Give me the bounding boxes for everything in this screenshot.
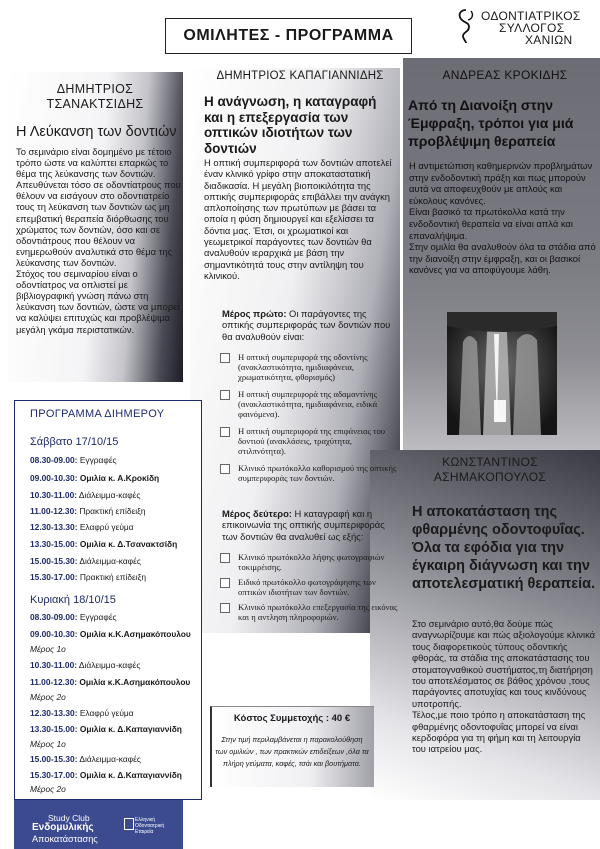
programme-row — [30, 556, 200, 566]
page-title: ΟΜΙΛΗΤΕΣ - ΠΡΟΓΡΑΜΜΑ — [165, 18, 412, 54]
row-time: 09.00-10.30: — [30, 629, 78, 639]
row-text: Διάλειμμα-καφές — [79, 754, 141, 764]
row-text: Ομιλία κ. Δ.Καπαγιαννίδη — [79, 724, 182, 734]
list-item-text: Η οπτική συμπεριφορά της επιφάνειας του δοντιού (ανακλάσεις, τραχύτητα, στιλπνότητα). — [238, 426, 386, 456]
caduceus-icon — [455, 8, 477, 44]
speaker1-name-line1: ΔΗΜΗΤΡΙΟΣ — [56, 82, 134, 96]
speaker2-body: Η οπτική συμπεριφορά των δοντιών αποτελεί έναν κλινικό γρίφο στην αποκαταστατική διαδικασία. Η μεγάλη βιοποικιλότητα της οπτικής συμπεριφοράς επιβάλλει την ανάγκη απλοποίησης των πρωτύπων με βάσει τα οποία η φύση δημιουργεί και εξελίσσει τα δόντια μας. Έτσι, οι χρωματικοί και γεωμετρικοί παράγοντες των δοντιών θα αναλυθούν ιεραρχικά με βάση την σημαντικότητά τους στην αντίληψη του κλινικού. — [204, 157, 392, 281]
row-text: Πρακτική επίδειξη — [79, 572, 147, 582]
speaker2-name: ΔΗΜΗΤΡΙΟΣ ΚΑΠΑΓΙΑΝΝΙΔΗΣ — [216, 70, 384, 82]
programme-row — [30, 660, 200, 670]
row-text: Ελαφρύ γεύμα — [79, 522, 134, 532]
checkbox-icon — [220, 353, 230, 363]
day2-heading: Κυριακή 18/10/15 — [30, 594, 116, 606]
society-badge-icon — [124, 818, 134, 830]
row-text: Ομιλία κ.Κ.Ασημακόπουλου — [79, 677, 191, 687]
row-text: Πρακτική επίδειξη — [79, 506, 146, 516]
row-part: Μέρος 2ο — [30, 692, 66, 702]
list-item-text: Κλινικό πρωτόκολλο λήψης φωτογραφιών τοκιμρέισης. — [238, 552, 385, 572]
list-item — [220, 389, 400, 419]
cost-line2: των ομιλιών , των πρακτικών επιδείξεων ,όλα τα — [215, 747, 369, 756]
logo-line1: ΟΔΟΝΤΙΑΤΡΙΚΟΣ — [481, 9, 581, 23]
checkbox-icon — [220, 578, 230, 588]
speaker3-body — [409, 160, 597, 276]
row-part: Μέρος 1ο — [30, 739, 66, 749]
speaker1-name — [20, 82, 170, 112]
part2-label: Μέρος δεύτερο: — [222, 508, 292, 519]
dental-xray-image — [447, 312, 557, 435]
row-text: Εγγραφές — [79, 455, 117, 465]
speaker2-topic: Η ανάγνωση, η καταγραφή και η επεξεργασία των οπτικών ιδιοτήτων των δοντιών — [204, 94, 377, 156]
speaker3-body2: Είναι βασικό τα πρωτόκολλα κατά την ενδοδοντική θεραπεία να είναι απλά και επαναλήψιμα. — [409, 206, 573, 241]
row-time: 11.00-12.30: — [30, 677, 78, 687]
checkbox-icon — [220, 464, 230, 474]
speaker4-body — [412, 618, 597, 755]
list-item — [220, 577, 400, 597]
speaker4-name — [400, 455, 580, 485]
speaker3-body3: Στην ομιλία θα αναλυθούν όλα τα στάδια από την διανοίξη στην έμφραξη, και οι βασικοί κανόνες για να αποφύγουμε λάθη. — [409, 241, 596, 276]
cost-title: Κόστος Συμμετοχής : 40 € — [233, 713, 351, 724]
programme-row — [30, 629, 200, 639]
list-item-text: Κλινικό πρωτόκολλο καθορισμού της οπτικής συμπεριφοράς των δοντιών. — [238, 463, 397, 483]
row-time: 13.30-15.00: — [30, 724, 78, 734]
row-time: 13.30-15.00: — [30, 539, 78, 549]
row-time: 15.00-15.30: — [30, 754, 78, 764]
part1-text: Οι παράγοντες της οπτικής συμπεριφοράς των δοντιών που θα αναλυθούν είναι: — [222, 308, 391, 342]
list-item — [220, 426, 400, 456]
row-text: Ομιλία κ. Δ.Τσανακτσίδη — [79, 539, 178, 549]
row-text: Ομιλία κ. Δ.Καπαγιαννίδη — [79, 770, 182, 780]
row-text: Εγγραφές — [79, 612, 117, 622]
programme-title: ΠΡΟΓΡΑΜΜΑ ΔΙΗΜΕΡΟΥ — [30, 408, 165, 420]
cost-description — [214, 734, 370, 770]
row-part: Μέρος 1ο — [30, 644, 66, 654]
row-time: 11.00-12.30: — [30, 506, 78, 516]
checkbox-icon — [220, 390, 230, 400]
speaker1-name-line2: ΤΣΑΝΑΚΤΣΙΔΗΣ — [46, 97, 144, 111]
speaker3-name: ΑΝΔΡΕΑΣ ΚΡΟΚΙΔΗΣ — [442, 68, 568, 82]
cost-line3: πλήρη γεύματα, καφές, τσάι και βουτήματα. — [223, 759, 361, 768]
part1-label: Μέρος πρώτο: — [222, 308, 287, 319]
list-item — [220, 352, 400, 382]
row-text: Ελαφρύ γεύμα — [79, 708, 134, 718]
list-item — [220, 552, 400, 572]
programme-row — [30, 677, 200, 687]
row-time: 12.30-13.30: — [30, 708, 78, 718]
list-item — [220, 602, 400, 622]
society-name: Ελληνική Οδοντιατρική Εταιρεία — [135, 817, 165, 835]
row-text: Διάλειμμα-καφές — [78, 490, 141, 500]
row-time: 15.30-17.00: — [30, 770, 78, 780]
checkbox-icon — [220, 603, 230, 613]
study-club-banner — [14, 800, 183, 849]
day1-heading: Σάββατο 17/10/15 — [30, 436, 119, 448]
programme-row — [30, 490, 200, 500]
speaker2-part1-list — [220, 352, 400, 490]
row-time: 15.30-17.00: — [30, 572, 78, 582]
list-item-text: Κλινικό πρωτόκολλο επεξεργασία της εικόνας και η αντληση πληροφοριών. — [238, 602, 398, 622]
speaker1-body — [16, 146, 184, 335]
row-time: 10.30-11.00: — [30, 660, 78, 670]
speaker3-body1: Η αντιμετώπιση καθημερινών προβλημάτων στην ενδοδοντική πράξη και πως μπορούν αυτά να αποφευχθούν με απλούς και εύκολους κανόνες. — [409, 160, 593, 206]
club-line1: Study Club — [48, 813, 90, 823]
speaker1-goal: Στόχος του σεμιναρίου είναι ο οδοντίατρος να οπλιστεί με βιβλιογραφική γνώση πάνω στη λεύκανση των δοντιών, ώστε να μπορεί να καλύψει επιτυχώς και προβλέψιμα μεγάλη γκάμα περιστατικών. — [16, 268, 180, 335]
club-line2: Ενδομυλικής — [32, 822, 94, 833]
programme-row — [30, 708, 200, 718]
list-item-text: Η οπτική συμπεριφορά της οδοντίνης (ανακλαστικότητα, ημιδιαφάνεια, χρωματικότητα, φθορισμός) — [238, 352, 368, 382]
programme-row — [30, 522, 200, 532]
speaker1-topic: Η Λεύκανση των δοντιών — [16, 124, 177, 140]
association-logo — [455, 8, 595, 52]
logo-line2: ΣΥΛΛΟΓΟΣ — [499, 21, 565, 35]
logo-line3: ΧΑΝΙΩΝ — [525, 33, 573, 47]
list-item-text: Ειδικό πρωτόκολλο φωτογράφησης των οπτικών ιδιοτήτων των δοντιών. — [238, 577, 376, 597]
list-item — [220, 463, 400, 483]
programme-row — [30, 770, 200, 780]
programme-row — [30, 539, 200, 549]
speaker2-part2-list — [220, 552, 400, 627]
speaker4-body2: Τέλος,με ποιο τρόπο η αποκατάσταση της φθαρμένης οδοντοφυΐας μπορεί να είναι κερδοφόρα για τη φήμη και τη λειτουργία του ιατρείου μας. — [412, 709, 586, 755]
programme-row — [30, 506, 200, 516]
speaker3-topic: Από τη Διανοίξη στην Έμφραξη, τρόποι για μιά προβλέψιμη θεραπεία — [408, 97, 574, 149]
checkbox-icon — [220, 427, 230, 437]
programme-row — [30, 612, 200, 622]
checkbox-icon — [220, 553, 230, 563]
row-time: 10.30-11.00: — [30, 490, 78, 500]
speaker2-part1-intro — [222, 308, 394, 342]
row-text: Ομιλία κ. Α.Κροκίδη — [79, 473, 160, 483]
programme-row — [30, 473, 200, 483]
row-time: 15.00-15.30: — [30, 556, 78, 566]
list-item-text: Η οπτική συμπεριφορά της αδαμαντίνης (ανακλαστικότητα, ημιδιαφάνεια, ειδικά φαινόμενα). — [238, 389, 378, 419]
row-time: 09.00-10.30: — [30, 473, 78, 483]
speaker4-name-line2: ΑΣΗΜΑΚΟΠΟΥΛΟΣ — [433, 470, 547, 484]
row-time: 12.30-13.30: — [30, 522, 78, 532]
speaker2-part2-intro — [222, 508, 394, 542]
speaker4-name-line1: ΚΩΝΣΤΑΝΤΙΝΟΣ — [442, 455, 538, 469]
row-text: Διάλειμμα-καφές — [79, 556, 141, 566]
row-time: 08.30-09.00: — [30, 455, 78, 465]
programme-row — [30, 754, 200, 764]
row-text: Ομιλία κ.Κ.Ασημακόπουλου — [79, 629, 191, 639]
part2-text: Η καταγραφή και η επικοινωνία της οπτικής συμπεριφοράς των δοντιών θα αναλυθεί ως εξής: — [222, 508, 385, 542]
speaker1-description: Το σεμινάριο είναι δομημένο με τέτοιο τρόπο ώστε να καλύπτει επαρκώς το θέμα της λεύκανσης των δοντιών. Απευθύνεται τόσο σε οδοντίατρους που θέλουν να εισάγουν στο οδοντιατρείο τους τη λεύκανση των δοντιών ως μη επεμβατική θεραπεία διόρθωσης του χρώματος των δοντιών, όσο και σε οδοντιάτρους που θέλουν να ενημερωθούν αναλυτικά στο θέμα της λεύκανσης των δοντιών. — [16, 146, 181, 268]
speaker4-topic: Η αποκατάσταση της φθαρμένης οδοντοφυΐας. Όλα τα εφόδια για την έγκαιρη διάγνωση και την αποτελεσματική θεραπεία. — [412, 504, 596, 592]
speaker4-body1: Στο σεμινάριο αυτό,θα δούμε πώς αναγνωρίζουμε και πώς αξιολογούμε κλινικά τους διαφορετικούς τύπους οδοντικής φθοράς, τα στάδια της αποκατάστασης του στοματογναθικού συστήματος,τη διατήρηση του αποτελέσματος σε βάθος χρόνου ,τους παράγοντες αποτυχίας και τους κινδύνους υποτροπής. — [412, 618, 596, 709]
cost-line1: Στην τιμή περιλαμβάνεται η παρακολούθηση — [221, 735, 363, 744]
programme-row — [30, 455, 200, 465]
row-part: Μέρος 2ο — [30, 784, 66, 794]
programme-row — [30, 572, 200, 582]
club-line3: Αποκατάστασης — [32, 834, 98, 844]
row-text: Διάλειμμα-καφές — [78, 660, 141, 670]
row-time: 08.30-09.00: — [30, 612, 78, 622]
programme-row — [30, 724, 200, 734]
